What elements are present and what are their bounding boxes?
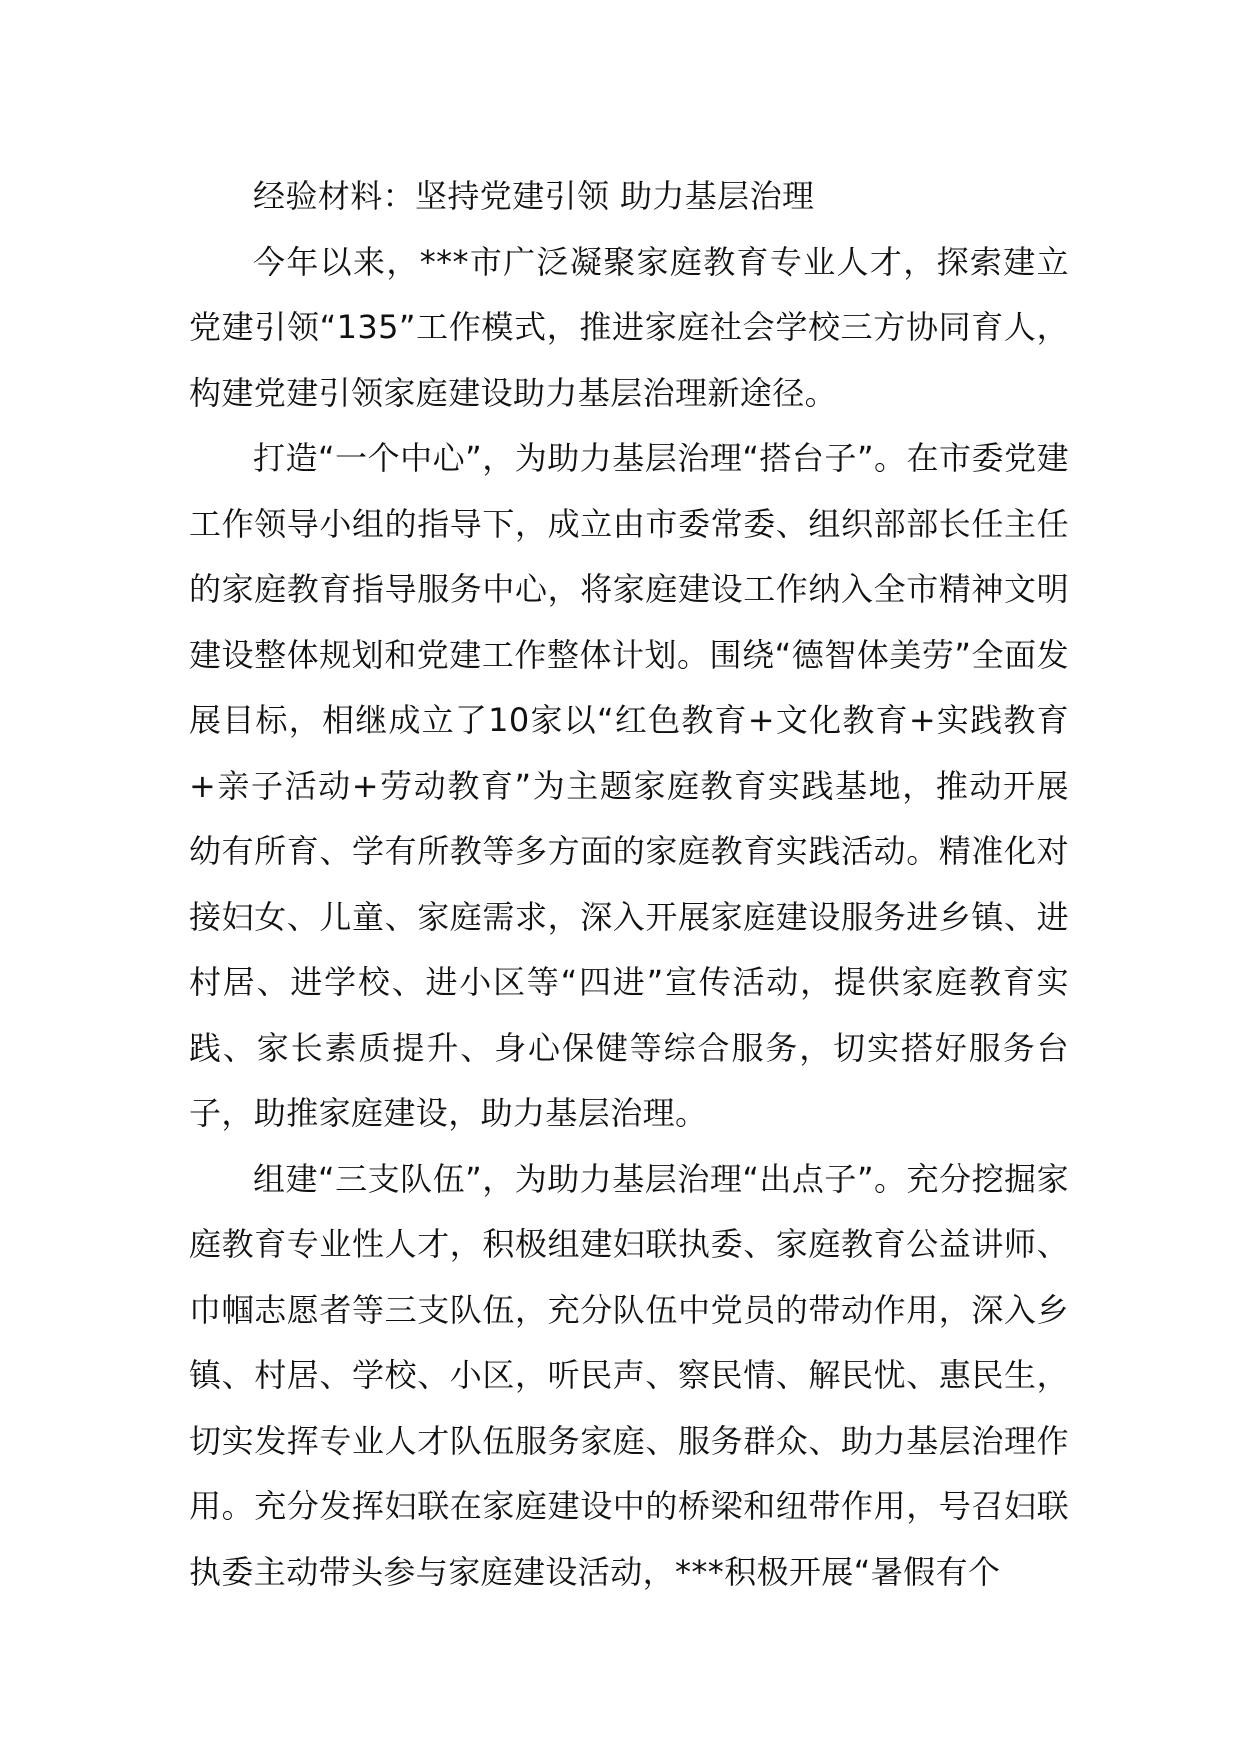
paragraph-one-center: 打造“一个中心”，为助力基层治理“搭台子”。在市委党建工作领导小组的指导下，成立由市委常委、组织部部长任主任的家庭教育指导服务中心，将家庭建设工作纳入全市精神文明建设整体规划和党建工作整体计划。围绕“德智体美劳”全面发展目标，相继成立了10家以“红色教育+文化教育+实践教育+亲子活动+劳动教育”为主题家庭教育实践基地，推动开展幼有所育、学有所教等多方面的家庭教育实践活动。精准化对接妇女、儿童、家庭需求，深入开展家庭建设服务进乡镇、进村居、进学校、进小区等“四进”宣传活动，提供家庭教育实践、家长素质提升、身心保健等综合服务，切实搭好服务台子，助推家庭建设，助力基层治理。 bbox=[189, 439, 1069, 1132]
document-body bbox=[189, 164, 1069, 1605]
paragraph-intro: 今年以来，***市广泛凝聚家庭教育专业人才，探索建立党建引领“135”工作模式，推进家庭社会学校三方协同育人，构建党建引领家庭建设助力基层治理新途径。 bbox=[189, 242, 1069, 412]
paragraph-three-teams: 组建“三支队伍”，为助力基层治理“出点子”。充分挖掘家庭教育专业性人才，积极组建妇联执委、家庭教育公益讲师、巾帼志愿者等三支队伍，充分队伍中党员的带动作用，深入乡镇、村居、学校、小区，听民声、察民情、解民忧、惠民生，切实发挥专业人才队伍服务家庭、服务群众、助力基层治理作用。充分发挥妇联在家庭建设中的桥梁和纽带作用，号召妇联执委主动带头参与家庭建设活动，***积极开展“暑假有个 bbox=[189, 1159, 1069, 1591]
document-title: 经验材料：坚持党建引领 助力基层治理 bbox=[253, 177, 815, 215]
